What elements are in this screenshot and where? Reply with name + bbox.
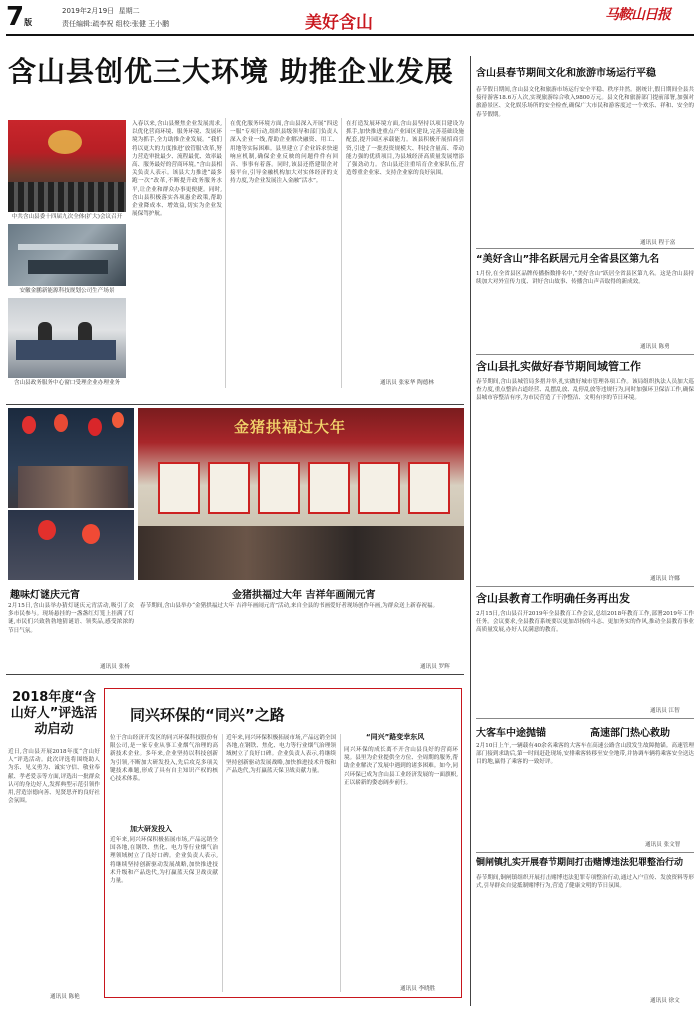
- feature-subhead-2: “同兴”路变幸东风: [366, 733, 425, 741]
- right-top-byline: 通讯员 程于富: [640, 240, 676, 246]
- lead-photo2-caption: 安徽金鹏新能源科技规划公司生产场景: [19, 288, 115, 294]
- lantern-caption: 趣味灯谜庆元宵: [10, 590, 80, 601]
- right-mid1-text: 1月份,在全省县区品牌传播指数排名中,“美好含山”跃居全省县区第九名。这是含山县持续加大对外宣传力度、讲好含山故事、传播含山声音取得的新成效。: [476, 271, 694, 286]
- right-bottom-byline: 通讯员 张文智: [645, 842, 681, 848]
- feature-col-1: 位于含山经济开发区的同兴环保科技股份有限公司,是一家专业从事工业烟气治理的高新技术企业。多年来,企业坚持以科技创新为引领,不断加大研发投入,先后攻克多项关键技术难题,形成了具有自主知识产权的核心技术体系。: [110, 735, 218, 783]
- date-text: 2019年2月19日: [62, 7, 115, 15]
- lead-photo1-caption: 中共含山县委十四届九次全体(扩大)会议召开: [11, 214, 123, 220]
- right-mid2-title: 含山县扎实做好春节期间域管工作: [476, 360, 641, 373]
- lead-photo3-caption: 含山县政务服务中心窗口受理企业办理业务: [13, 380, 121, 386]
- lead-byline: 通讯员 张家华 陶德林: [380, 380, 434, 386]
- lead-photo-service: [8, 298, 126, 378]
- lantern-photo: [8, 408, 134, 508]
- painting-byline: 通讯员 罗辉: [420, 664, 450, 670]
- lantern-photo-2: [8, 510, 134, 580]
- painting-text: 春节期间,含山县举办“金猪拱福过大年 吉祥年画闹元宵”活动,来自全县的书画爱好者现场创作年画,为群众送上新春祝福。: [140, 603, 439, 609]
- painting-caption: 金猪拱福过大年 吉祥年画闹元宵: [232, 590, 376, 601]
- right-mid3-title: 含山县教育工作明确任务再出发: [476, 592, 630, 605]
- lead-column-2: 在优化服务环境方面,含山县深入开展“四送一服”专项行动,组织县级领导和部门负责人深入企业一线,帮助企业解决融资、用工、用地等实际困难。县里建立了企业诉求快速响应机制,确保企业反映的问题件件有回音、事事有着落。同时,该县还搭建银企对接平台,引导金融机构加大对实体经济的支持力度,为企业发展注入金融“活水”。: [230, 121, 338, 185]
- right-mid1-title: “美好含山”排名跃居元月全省县区第九名: [476, 254, 660, 265]
- painting-banner-text: 金猪拱福过大年: [234, 418, 347, 436]
- right-rule-2: [476, 354, 694, 355]
- masthead-editors: 责任编辑:疏李祝 组校:张健 王小鹏: [62, 20, 170, 28]
- masthead-date: [62, 6, 140, 16]
- right-top-text: 春节假日期间,含山县文化和旅游市场运行安全平稳、秩序井然。据统计,假日期间全县共接待游客18.6万人次,实现旅游综合收入9800万元。县文化和旅游部门提前部署,加强对旅游景区、文化娱乐场所的安全检查,确保广大市民和游客度过一个欢乐、祥和、安全的春节假期。: [476, 87, 694, 118]
- right-mid1-byline: 通讯员 陈勇: [640, 344, 670, 350]
- good-people-byline: 通讯员 陈艳: [50, 994, 80, 1000]
- right-mid2-byline: 通讯员 许娜: [650, 576, 680, 582]
- page-number-value: 7: [6, 2, 25, 32]
- right-rule-4: [476, 718, 694, 719]
- right-rule-1: [476, 248, 694, 249]
- lantern-text: 2月15日,含山县举办猜灯谜庆元宵活动,吸引了众多市民参与。现场悬挂的一盏盏红灯笼上挂满了灯谜,市民们兴致勃勃地猜谜语、领奖品,感受浓浓的节日气氛。: [8, 603, 134, 634]
- right-mid2-text: 春节期间,含山县城管局多措并举,扎实做好城市管理各项工作。该局组织执法人员加大巡查力度,重点整治占道经营、乱摆乱放、乱停乱放等违规行为,同时加强环卫保洁工作,确保县城市容整洁有序,为市民营造了干净整洁、文明有序的节日环境。: [476, 379, 694, 402]
- lead-col-divider-2: [341, 118, 342, 388]
- feature-subhead-1: 加大研发投入: [130, 825, 172, 833]
- right-bottom-byline2: 通讯员 徐文: [650, 998, 680, 1004]
- good-people-text: 近日,含山县开展2018年度“含山好人”评选活动。此次评选将围绕助人为乐、见义勇为、诚实守信、敬业奉献、孝老爱亲等方面,评选出一批群众认可的身边好人,发挥典型示范引领作用,营造崇德向善、见贤思齐的良好社会氛围。: [8, 749, 100, 805]
- feature-col-2: 近年来,同兴环保积极拓展市场,产品远销全国各地,在钢铁、焦化、电力等行业烟气治理领域树立了良好口碑。企业负责人表示,将继续坚持创新驱动发展战略,加快推进技术升级和产品迭代,为打赢蓝天保卫战贡献力量。: [226, 735, 336, 774]
- photo-feature-top-rule: [6, 404, 464, 405]
- feature-article-title: 同兴环保的“同兴”之路: [130, 706, 285, 724]
- right-bottom-text2: 春节期间,铜闸镇组织开展打击赌博违法犯罪专项整治行动,通过入户宣传、发放资料等形式,引导群众自觉抵制赌博行为,营造了健康文明的节日氛围。: [476, 875, 694, 890]
- lead-headline: 含山县创优三大环境 助推企业发展: [8, 55, 454, 88]
- page-number: [6, 4, 32, 36]
- right-column-divider: [470, 56, 471, 1006]
- lead-photo-meeting: [8, 120, 126, 212]
- feature-divider-1: [222, 734, 223, 992]
- right-top-title: 含山县春节期间文化和旅游市场运行平稳: [476, 68, 656, 79]
- right-bottom-title-b: 高速部门热心救助: [590, 728, 670, 739]
- photo-feature-bottom-rule: [6, 674, 464, 675]
- right-bottom-text: 2月10日上午,一辆载有40余名乘客的大客车在高速公路含山段发生故障抛锚。高速管理部门接到求助后,第一时间赶赴现场,安排乘客转移至安全地带,并协调车辆将乘客安全送达目的地,赢得了乘客的一致好评。: [476, 743, 694, 766]
- feature-col-3: 同兴环保的成长离不开含山县良好的营商环境。县里为企业提供全方位、全周期的服务,帮助企业解决了发展中遇到的诸多困难。如今,同兴环保已成为含山县工业经济发展的一面旗帜,正以崭新的姿态阔步前行。: [344, 747, 458, 786]
- lead-column-1: 入春以来,含山县聚焦企业发展需求,以优化营商环境、服务环境、发展环境为抓手,全力助推企业发展。“我们将以更大的力度推进‘放管服’改革,努力营造审批最少、流程最优、效率最高、服务最好的营商环境。”含山县相关负责人表示。该县大力推进“最多跑一次”改革,不断提升政务服务水平,让企业和群众办事更便捷。同时,含山县积极落实各项惠企政策,帮助企业降成本、增效益,切实为企业发展保驾护航。: [132, 121, 222, 218]
- lead-col-divider-1: [225, 118, 226, 388]
- page-number-suffix: 版: [24, 18, 33, 27]
- newyear-painting-photo: [138, 408, 464, 580]
- lead-photo-factory: [8, 224, 126, 286]
- lantern-byline: 通讯员 张杨: [100, 664, 130, 670]
- section-name: 美好含山: [305, 13, 373, 33]
- right-rule-3: [476, 586, 694, 587]
- right-bottom-title-a: 大客车中途抛锚: [476, 728, 546, 739]
- weekday-text: 星期二: [118, 7, 140, 15]
- masthead-rule: [6, 34, 694, 36]
- good-people-title: 2018年度“含山好人”评选活动启动: [10, 690, 98, 737]
- feature-col-1b: 近年来,同兴环保积极拓展市场,产品远销全国各地,在钢铁、焦化、电力等行业烟气治理领域树立了良好口碑。企业负责人表示,将继续坚持创新驱动发展战略,加快推进技术升级和产品迭代,为打赢蓝天保卫战贡献力量。: [110, 837, 218, 885]
- right-mid3-byline: 通讯员 江智: [650, 708, 680, 714]
- feature-divider-2: [340, 734, 341, 992]
- right-rule-5: [476, 852, 694, 853]
- newspaper-logo-icon: 马鞍山日报: [605, 7, 670, 23]
- feature-byline: 通讯员 李晓胜: [400, 986, 436, 992]
- right-mid3-text: 2月15日,含山县召开2019年全县教育工作会议,总结2018年教育工作,部署2019年工作任务。会议要求,全县教育系统要以更加昂扬的斗志、更加务实的作风,推动全县教育事业高质量发展,办好人民满意的教育。: [476, 611, 694, 634]
- right-bottom-title2: 铜闸镇扎实开展春节期间打击赌博违法犯罪整治行动: [476, 858, 684, 868]
- lead-column-3: 在打造发展环境方面,含山县坚持以项目建设为抓手,加快推进重点产业园区建设,完善基础设施配套,提升园区承载能力。该县积极开展招商引资,引进了一批投资规模大、科技含量高、带动能力强的优质项目,为县域经济高质量发展增添了强劲动力。含山县还注重培育企业家队伍,营造尊重企业家、支持企业家的良好氛围。: [346, 121, 464, 177]
